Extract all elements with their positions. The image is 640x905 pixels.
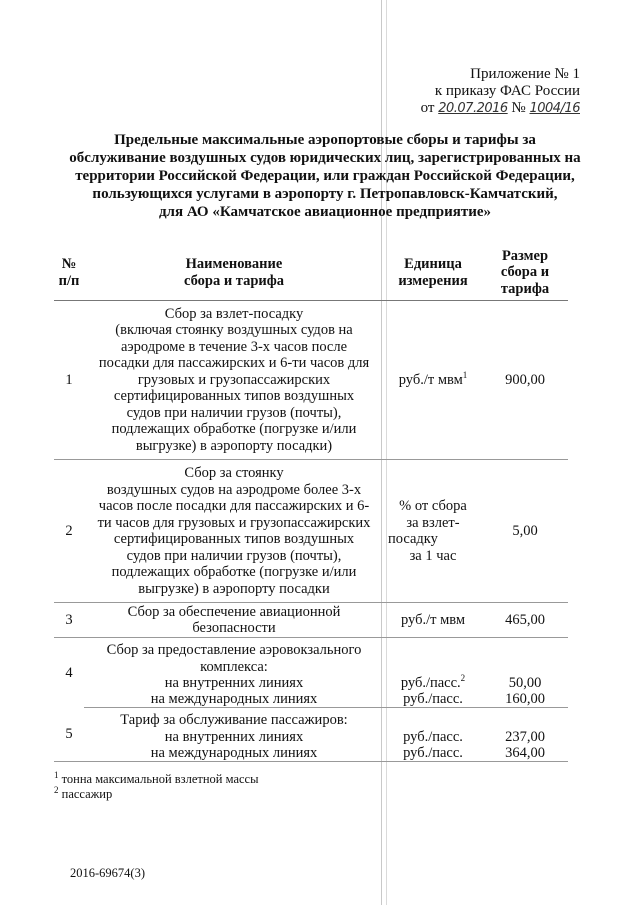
header-name-line: сбора и тарифа [183,272,285,289]
subrow-unit [384,675,482,691]
unit-line: посадку [388,531,438,547]
name-line: грузовых и грузопассажирских [137,371,331,388]
footnote-mark: 1 [462,369,468,380]
title-line: территории Российской Федерации, или граждан Российской Федерации, [75,168,575,184]
name-line: Сбор за предоставление аэровокзального [106,642,362,658]
row-name [84,638,384,676]
footnotes [54,769,259,802]
header-unit-line: Единица [404,256,462,272]
name-line: безопасности [192,620,276,636]
row-num: 1 [54,301,84,460]
row-value-empty [482,708,568,729]
appendix-line-2: к приказу ФАС России [434,83,580,99]
name-line: сертифицированных типов воздушных [113,388,355,405]
subrow-value: 50,00 [508,675,542,691]
row-value: 465,00 [482,603,568,638]
header-name [84,245,384,301]
name-line: ти часов для грузовых и грузопассажирских [97,514,371,531]
name-line: Сбор за обеспечение авиационной [127,603,341,620]
table-subrow [54,745,568,762]
title-line: пользующихся услугами в аэропорту г. Петропавловск-Камчатский, [92,186,558,202]
table-row [54,301,568,460]
document-number: 2016-69674(3) [70,866,145,880]
name-line: судов при наличии грузов (почты), [126,404,342,421]
table-row [54,460,568,603]
table-row [54,708,568,729]
name-line: посадки для пассажирских и 6-ти часов для [98,355,370,372]
header-size-line: сбора и [500,264,550,281]
name-line: выгрузке) в аэропорту посадки [138,580,330,597]
table-subrow [54,691,568,708]
unit-text: руб./т мвм [398,371,463,388]
row-name [84,460,384,603]
table-subrow [54,729,568,745]
document-title [40,131,610,221]
name-line: (включая стоянку воздушных судов на [115,322,353,339]
subrow-unit: руб./пасс. [403,728,463,745]
unit-line: за 1 час [409,547,457,564]
title-line: для АО «Камчатское авиационное предприятие» [158,204,492,220]
name-line: подлежащих обработке (погрузке и/или [111,564,357,580]
subrow-label: на международных линиях [84,691,384,708]
name-line: Сбор за взлет-посадку [164,305,304,322]
appendix-block [400,66,580,117]
name-line: судов при наличии грузов (почты), [126,547,342,564]
header-size [482,245,568,301]
number-label: № [511,100,526,116]
name-line: сертифицированных типов воздушных [113,531,355,547]
row-name [84,603,384,638]
footnote [54,784,258,802]
table-subrow [54,675,568,691]
row-num: 2 [54,460,84,603]
row-value-empty [482,638,568,676]
row-value: 5,00 [482,460,568,603]
tariff-table [54,245,568,762]
table-row [54,603,568,638]
row-unit-empty [384,708,482,729]
subrow-value: 364,00 [482,745,568,762]
row-unit [384,460,482,603]
name-line: Сбор за стоянку [184,465,284,481]
unit-text: руб./пасс. [400,675,461,691]
row-name [84,301,384,460]
name-line: Тариф за обслуживание пассажиров: [120,712,348,728]
name-line: комплекса: [200,658,268,675]
footnote-mark: 2 [460,673,466,684]
subrow-label: на международных линиях [84,745,384,762]
name-line: часов после посадки для пассажирских и 6- [98,498,370,514]
row-num: 4 [65,664,73,681]
subrow-unit: руб./пасс. [384,691,482,708]
unit-line: % от сбора [399,498,467,514]
subrow-label: на внутренних линиях [164,728,304,745]
header-size-line: тарифа [500,280,550,297]
header-unit [384,245,482,301]
footnote-mark: 1 [54,769,59,780]
subrow-value: 160,00 [482,691,568,708]
table-row [54,638,568,676]
footnote [54,769,259,787]
row-value: 900,00 [482,301,568,460]
header-name-line: Наименование [185,256,283,272]
header-size-line: Размер [501,247,549,264]
table-header-row [54,245,568,301]
from-label: от [420,100,435,116]
header-num-line: № [61,256,77,272]
title-line: Предельные максимальные аэропортовые сборы и тарифы за [114,132,536,148]
row-unit: руб./т мвм [384,603,482,638]
row-num: 5 [54,708,84,762]
unit-line: за взлет- [406,514,460,531]
appendix-line-1: Приложение № 1 [470,66,580,82]
handwritten-date: 20.07.2016 [438,101,508,116]
header-num-line: п/п [58,272,80,289]
name-line: выгрузке) в аэропорту посадки) [135,437,333,454]
handwritten-number: 1004/16 [529,101,580,116]
subrow-value: 237,00 [505,728,545,745]
row-unit [384,301,482,460]
name-line: воздушных судов на аэродроме более 3-х [106,481,362,498]
row-unit-empty [384,638,482,676]
name-line: подлежащих обработке (погрузке и/или [111,421,357,438]
name-line: аэродроме в течение 3-х часов после [120,338,348,355]
header-unit-line: измерения [398,272,468,289]
footnote-text: пассажир [61,787,113,801]
row-num: 3 [54,603,84,638]
footnote-mark: 2 [54,784,59,795]
appendix-order-line [400,100,580,117]
subrow-unit: руб./пасс. [384,745,482,762]
footnote-text: тонна максимальной взлетной массы [61,772,259,786]
header-num [54,245,84,301]
title-line: обслуживание воздушных судов юридических лиц, зарегистрированных на [69,150,581,166]
row-name [84,708,384,729]
subrow-label: на внутренних линиях [164,675,304,691]
